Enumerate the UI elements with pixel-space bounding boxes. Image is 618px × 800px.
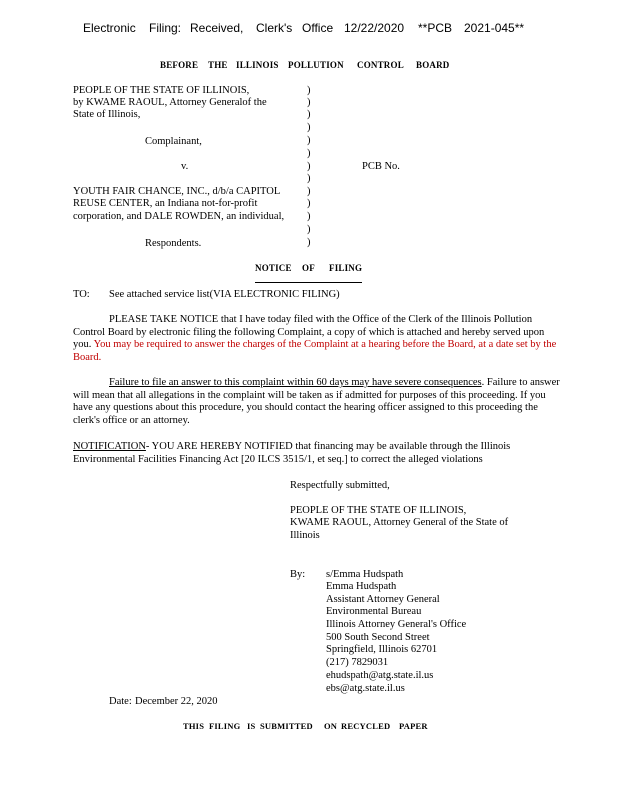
signature-party-line: Illinois bbox=[290, 530, 320, 541]
caption-bracket: ) bbox=[307, 186, 311, 197]
notice-title-word: NOTICE bbox=[255, 263, 292, 273]
header-case-number: 2021-045** bbox=[464, 21, 525, 35]
caption-bracket: ) bbox=[307, 135, 311, 146]
notice-title-word: FILING bbox=[329, 263, 363, 273]
address-city: Springfield, Illinois 62701 bbox=[326, 644, 438, 655]
notification-text: - YOU ARE HEREBY NOTIFIED that financing may be available through the Illinois Environmental Facilities Financing Act [20 ILCS 3515/1, et seq.] to correct the alleged violations bbox=[73, 441, 511, 465]
header-word: Filing: bbox=[149, 21, 182, 35]
footer-word: FILING bbox=[209, 721, 241, 731]
respectfully-submitted: Respectfully submitted, bbox=[290, 480, 390, 491]
notice-paragraph-warning: You may be required to answer the charges of the Complaint at a hearing before the Board, at a date set by the Board. bbox=[73, 339, 557, 363]
notice-paragraph-text: PLEASE TAKE NOTICE that I have today filed with the Office of the Clerk of the Illinois Pollution Control Board by electronic filing the following Complaint, a copy of which is attached and hereby served upon you. bbox=[73, 314, 545, 351]
footer-word: SUBMITTED bbox=[260, 721, 313, 731]
date-value: December 22, 2020 bbox=[135, 696, 218, 707]
board-heading-word: CONTROL bbox=[357, 60, 404, 70]
pcb-number-label: PCB No. bbox=[362, 161, 400, 172]
failure-paragraph-text: . Failure to answer will mean that all allegations in the complaint will be taken as if admitted for purposes of this proceeding. If you have any questions about this procedure, you should contact the hearing officer assigned to this proceeding the clerk's office or an attorney. bbox=[73, 377, 560, 426]
service-list-text: See attached service list(VIA ELECTRONIC FILING) bbox=[109, 289, 340, 300]
respondent-line: REUSE CENTER, an Indiana not-for-profit bbox=[73, 198, 258, 209]
footer-word: ON bbox=[324, 721, 338, 731]
attorney-title: Assistant Attorney General bbox=[326, 594, 440, 605]
respondent-line: corporation, and DALE ROWDEN, an individual, bbox=[73, 211, 285, 222]
header-word: Received, bbox=[190, 21, 244, 35]
caption-bracket: ) bbox=[307, 198, 311, 209]
notification-paragraph bbox=[73, 441, 553, 466]
caption-bracket: ) bbox=[307, 173, 311, 184]
complainant-line: State of Illinois, bbox=[73, 109, 141, 120]
board-heading-word: POLLUTION bbox=[288, 60, 344, 70]
header-word: Clerk's bbox=[256, 21, 293, 35]
caption-bracket: ) bbox=[307, 224, 311, 235]
versus: v. bbox=[181, 161, 189, 172]
notification-label: NOTIFICATION bbox=[73, 441, 146, 452]
complainant-label: Complainant, bbox=[145, 136, 202, 147]
by-label: By: bbox=[290, 569, 306, 580]
to-label: TO: bbox=[73, 289, 90, 300]
attorney-bureau: Environmental Bureau bbox=[326, 606, 422, 617]
footer-word: RECYCLED bbox=[341, 721, 391, 731]
address-street: 500 South Second Street bbox=[326, 632, 430, 643]
caption-bracket: ) bbox=[307, 161, 311, 172]
respondent-line: YOUTH FAIR CHANCE, INC., d/b/a CAPITOL bbox=[73, 186, 281, 197]
signature-party-line: PEOPLE OF THE STATE OF ILLINOIS, bbox=[290, 505, 467, 516]
header-word: Electronic bbox=[83, 21, 136, 35]
email-primary: ehudspath@atg.state.il.us bbox=[326, 670, 434, 681]
board-heading-word: BOARD bbox=[416, 60, 450, 70]
footer-word: PAPER bbox=[399, 721, 428, 731]
caption-bracket: ) bbox=[307, 148, 311, 159]
date-label: Date: bbox=[109, 696, 132, 707]
complainant-line: by KWAME RAOUL, Attorney Generalof the bbox=[73, 97, 267, 108]
caption-bracket: ) bbox=[307, 97, 311, 108]
attorney-office: Illinois Attorney General's Office bbox=[326, 619, 467, 630]
header-word: **PCB bbox=[418, 21, 453, 35]
phone-number: (217) 7829031 bbox=[326, 657, 389, 668]
electronic-signature: s/Emma Hudspath bbox=[326, 569, 404, 580]
board-heading-word: BEFORE bbox=[160, 60, 199, 70]
failure-warning: Failure to file an answer to this complaint within 60 days may have severe consequences bbox=[109, 377, 482, 388]
header-word: Office bbox=[302, 21, 334, 35]
failure-paragraph bbox=[73, 377, 563, 427]
respondents-label: Respondents. bbox=[145, 238, 202, 249]
footer-word: THIS bbox=[183, 721, 205, 731]
board-heading-word: THE bbox=[208, 60, 228, 70]
caption-bracket: ) bbox=[307, 85, 311, 96]
header-date: 12/22/2020 bbox=[344, 21, 405, 35]
signature-party-line: KWAME RAOUL, Attorney General of the State of bbox=[290, 517, 509, 528]
caption-bracket: ) bbox=[307, 109, 311, 120]
caption-bracket: ) bbox=[307, 237, 311, 248]
notice-title-word: OF bbox=[302, 263, 315, 273]
caption-bracket: ) bbox=[307, 122, 311, 133]
notice-paragraph bbox=[73, 314, 559, 364]
board-heading-word: ILLINOIS bbox=[236, 60, 279, 70]
footer-word: IS bbox=[247, 721, 256, 731]
caption-bracket: ) bbox=[307, 211, 311, 222]
notice-of-filing-title bbox=[255, 263, 362, 283]
attorney-name: Emma Hudspath bbox=[326, 581, 397, 592]
complainant-line: PEOPLE OF THE STATE OF ILLINOIS, bbox=[73, 85, 250, 96]
email-bureau: ebs@atg.state.il.us bbox=[326, 683, 405, 694]
